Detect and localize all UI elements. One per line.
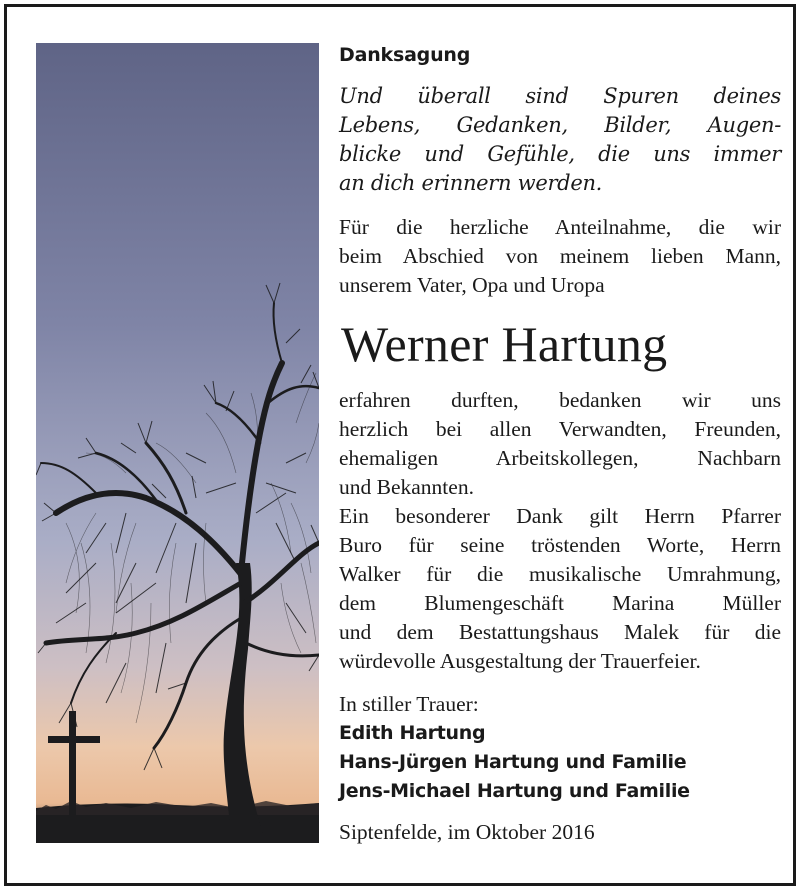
memorial-poem	[339, 82, 781, 198]
thanks-line: und Bekannten.	[339, 475, 474, 499]
deceased-name: Werner Hartung	[341, 316, 668, 372]
thanks-line: ehemaligen Arbeitskollegen, Nachbarn	[339, 446, 781, 470]
intro-paragraph	[339, 213, 781, 300]
thanks-line: Buro für seine tröstenden Worte, Herrn	[339, 533, 781, 557]
thanks-line: Ein besonderer Dank gilt Herrn Pfarrer	[339, 504, 781, 528]
notice-text	[339, 44, 781, 847]
signatory-name: Edith Hartung	[339, 722, 486, 744]
intro-line: beim Abschied von meinem lieben Mann,	[339, 244, 781, 268]
thanks-line: dem Blumengeschäft Marina Müller	[339, 591, 781, 615]
thanks-line: würdevolle Ausgestaltung der Trauerfeier.	[339, 649, 701, 673]
signatory-name: Jens-Michael Hartung und Familie	[339, 780, 690, 802]
mourning-label: In stiller Trauer:	[339, 692, 479, 716]
intro-line: Für die herzliche Anteilnahme, die wir	[339, 215, 781, 239]
thanks-line: herzlich bei allen Verwandten, Freunden,	[339, 417, 781, 441]
poem-line: blicke und Gefühle, die uns immer	[339, 142, 781, 166]
thanks-paragraph	[339, 386, 781, 676]
tree-cross-silhouette-image	[36, 43, 319, 843]
place-date: Siptenfelde, im Oktober 2016	[339, 820, 595, 844]
notice-heading: Danksagung	[339, 44, 471, 66]
thanks-line: und dem Bestattungshaus Malek für die	[339, 620, 781, 644]
poem-line: an dich erinnern werden.	[339, 171, 603, 195]
poem-line: Lebens, Gedanken, Bilder, Augen-	[339, 113, 781, 137]
thanks-line: Walker für die musikalische Umrahmung,	[339, 562, 781, 586]
poem-line: Und überall sind Spuren deines	[339, 84, 781, 108]
memorial-photo	[36, 43, 319, 843]
intro-line: unserem Vater, Opa und Uropa	[339, 273, 605, 297]
thanks-line: erfahren durften, bedanken wir uns	[339, 388, 781, 412]
mourners-block	[339, 690, 781, 806]
signatory-name: Hans-Jürgen Hartung und Familie	[339, 751, 687, 773]
